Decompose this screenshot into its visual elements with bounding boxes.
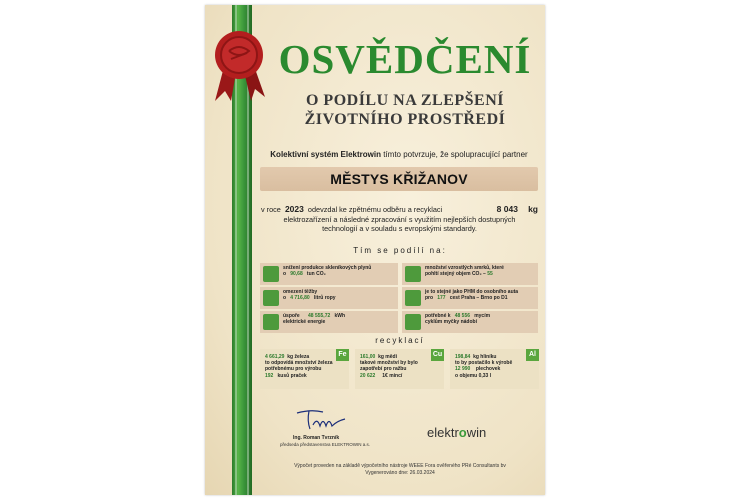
intro-text <box>253 150 545 159</box>
footer-line-1: Výpočet proveden na základě výpočetního nástroje WEEE Fora ověřeného PRé Consultants bv <box>294 463 506 469</box>
benefit-unit: cest Praha – Brno po D1 <box>449 295 508 302</box>
certificate <box>205 5 545 495</box>
metal-text: to by postačilo k výrobě <box>455 360 513 367</box>
factory-icon <box>263 266 279 282</box>
dishwasher-icon <box>405 314 421 330</box>
benefit-label: omezení těžby <box>283 289 318 295</box>
signature-icon <box>293 407 348 438</box>
share-heading: Tím se podílí na: <box>353 246 447 255</box>
logo-text-right: win <box>466 425 487 440</box>
benefit-suffix: cyklům myčky nádobí <box>425 319 477 326</box>
benefit-label: je to stejné jako PHM do osobního auta <box>425 289 519 295</box>
partner-name: MĚSTYS KŘIŽANOV <box>330 171 468 187</box>
benefit-value: 90,68 <box>290 271 303 278</box>
benefit-unit: tun CO₂ <box>306 271 326 278</box>
body-line-2: elektrozařízení a následné zpracování s využitím nejlepších dostupných <box>283 214 516 224</box>
subtitle-line-2: ŽIVOTNÍHO PROSTŘEDÍ <box>304 111 506 128</box>
intro-rest: tímto potvrzuje, že spolupracující partner <box>380 150 528 159</box>
tree-icon <box>405 266 421 282</box>
benefit-card-road <box>402 287 538 309</box>
benefit-unit: kWh <box>334 313 345 319</box>
lightning-icon <box>263 314 279 330</box>
metal-value: 198,84 <box>455 354 471 360</box>
metal-equivalent-label: kusů praček <box>277 372 307 379</box>
logo-text-left: elektr <box>427 425 459 440</box>
metal-equivalent-label: plechovek <box>475 366 501 373</box>
year-value: 2023 <box>284 204 304 214</box>
metal-equivalent-value: 192 <box>265 372 274 379</box>
metal-box-copper <box>355 349 444 389</box>
signature-role: předseda představenstva ELEKTROWIN a.s. <box>280 442 371 447</box>
metal-label: kg železa <box>287 354 310 360</box>
benefit-suffix: elektrické energie <box>283 319 326 326</box>
body-prefix: v roce <box>261 205 281 214</box>
amount-value: 8 043 <box>496 204 518 214</box>
elektrowin-logo <box>427 425 486 440</box>
metal-text: takové množství by bylo <box>360 360 418 367</box>
certificate-subtitle <box>265 91 545 129</box>
metal-label: kg hliníku <box>473 354 497 360</box>
signature-name: Ing. Roman Tvrzník <box>293 435 340 441</box>
footer-line-2: Vygenerováno dne: 26.03.2024 <box>365 469 435 476</box>
benefit-prefix: o <box>283 295 287 302</box>
body-text <box>257 205 542 234</box>
subtitle-line-1: O PODÍLU NA ZLEPŠENÍ <box>305 92 505 109</box>
road-icon <box>405 290 421 306</box>
body-line-3: technologií a v souladu s evropskými standardy. <box>322 224 477 233</box>
metal-value: 161,00 <box>360 354 376 360</box>
iron-tag: Fe <box>336 349 349 361</box>
benefit-label: potřebné k <box>425 313 451 319</box>
amount-unit: kg <box>528 204 538 214</box>
metal-box-iron <box>260 349 349 389</box>
benefit-card-dishwasher <box>402 311 538 333</box>
benefit-unit: mycím <box>474 313 491 319</box>
benefit-label: snížení produkce skleníkových plynů <box>283 265 372 271</box>
issuer-name: Kolektivní systém Elektrowin <box>270 150 381 159</box>
metal-value: 4 661,29 <box>265 354 285 360</box>
aluminium-tag: Al <box>526 349 539 361</box>
metal-text: o objemu 0,33 l <box>455 372 492 379</box>
benefit-label: množství vzrostlých smrků, které <box>425 265 504 271</box>
footer-note <box>260 463 540 476</box>
benefit-card-oil <box>260 287 398 309</box>
benefit-value: 55 <box>487 271 493 278</box>
metal-text: zapotřebí pro ražbu <box>360 366 407 373</box>
benefit-value: 4 716,80 <box>290 295 310 302</box>
recycling-heading: recyklací <box>375 336 425 345</box>
benefit-card-co2 <box>260 263 398 285</box>
metal-label: kg mědi <box>378 354 397 360</box>
benefit-value: 48 555,72 <box>308 313 331 319</box>
benefit-card-energy <box>260 311 398 333</box>
benefit-label: úspoře <box>283 313 300 319</box>
benefit-prefix: o <box>283 271 287 278</box>
metal-equivalent-label: 1€ mincí <box>382 372 403 379</box>
metal-text: potřebnému pro výrobu <box>265 366 322 373</box>
oil-barrel-icon <box>263 290 279 306</box>
metal-equivalent-value: 20 622 <box>360 372 376 379</box>
logo-text-o: o <box>458 425 467 440</box>
metal-box-aluminium <box>450 349 539 389</box>
benefit-card-trees <box>402 263 538 285</box>
body-mid: odevzdal ke zpětnému odběru a recyklaci <box>307 205 443 214</box>
benefit-prefix: pohltí stejný objem CO₂ – <box>425 271 486 278</box>
copper-tag: Cu <box>431 349 444 361</box>
benefit-unit: litrů ropy <box>313 295 336 302</box>
benefit-value: 177 <box>437 295 446 302</box>
metal-text: to odpovídá množství železa <box>265 360 333 367</box>
certificate-title: OSVĚDČENÍ <box>278 36 532 82</box>
benefit-prefix: pro <box>425 295 434 302</box>
benefit-value: 48 556 <box>454 313 471 319</box>
metal-equivalent-value: 12 990 <box>455 366 471 373</box>
wax-seal-icon <box>205 23 273 103</box>
